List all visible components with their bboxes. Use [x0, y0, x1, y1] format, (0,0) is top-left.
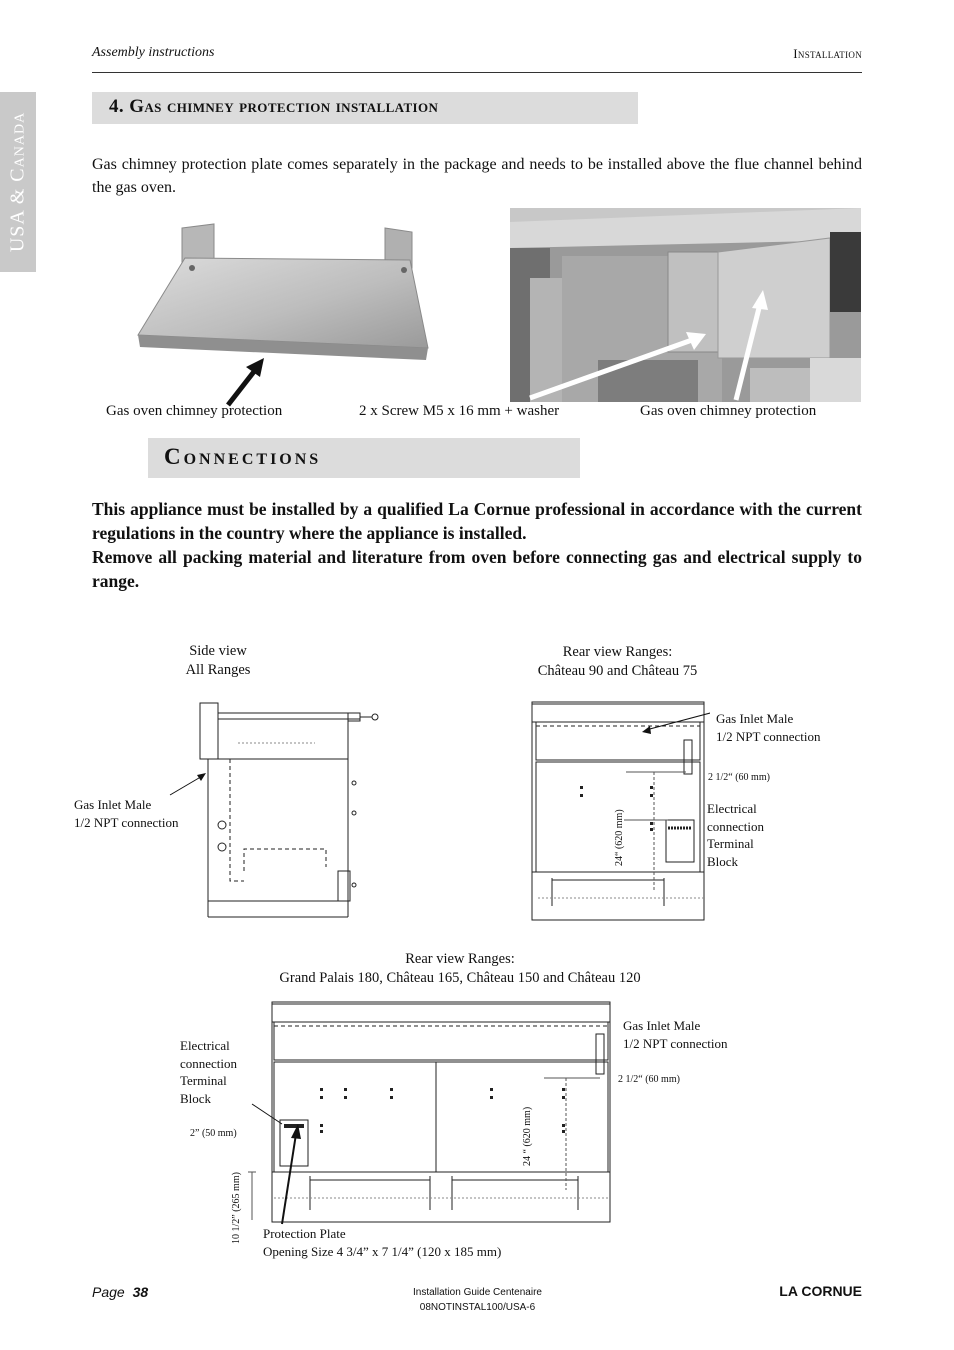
side-tab-label: USA & Canada — [6, 111, 29, 253]
rear-large-electrical-label: Electrical connection Terminal Block — [180, 1038, 238, 1106]
rear-large-dim-265: 10 1/2” (265 mm) — [231, 1172, 242, 1244]
rear-small-dim-60: 2 1/2“ (60 mm) — [708, 772, 770, 783]
photo-chimney-plate — [110, 210, 440, 400]
section-heading-bar — [92, 92, 638, 124]
footer-brand: LA CORNUE — [779, 1283, 862, 1299]
rear-small-dim-620: 24“ (620 mm) — [614, 809, 625, 866]
footer-page — [92, 1284, 148, 1300]
caption-screw: 2 x Screw M5 x 16 mm + washer — [359, 403, 560, 419]
warning-installation: This appliance must be installed by a qualified La Cornue professional in accordance with the current regulations in the country where the appliance is installed. — [92, 499, 862, 543]
warning-block — [92, 497, 862, 593]
caption-plate: Gas oven chimney protection — [106, 403, 283, 419]
side-view-gas-label: Gas Inlet Male 1/2 NPT connection — [74, 797, 179, 830]
footer-guide: Installation Guide Centenaire 08NOTINSTAL100/USA-6 — [413, 1287, 542, 1313]
intro-paragraph: Gas chimney protection plate comes separately in the package and needs to be installed above the flue channel behind the gas oven. — [92, 156, 862, 196]
arrow-icon — [510, 280, 861, 404]
header-left-text: Assembly instructions — [92, 45, 215, 60]
footer-page-number: 38 — [132, 1284, 149, 1300]
header-rule — [92, 72, 862, 73]
header-right-text: Installation — [793, 46, 862, 61]
rear-large-dim-50: 2” (50 mm) — [190, 1128, 237, 1139]
rear-large-gas-label: Gas Inlet Male 1/2 NPT connection — [623, 1018, 728, 1051]
rear-large-diagram — [244, 1000, 616, 1226]
rear-large-dim-620: 24 “ (620 mm) — [522, 1106, 533, 1166]
warning-packing: Remove all packing material and literature from oven before connecting gas and electrical supply to range. — [92, 547, 862, 591]
rear-small-gas-label: Gas Inlet Male 1/2 NPT connection — [716, 711, 821, 744]
region-side-tab — [0, 92, 36, 272]
rear-small-title: Rear view Ranges: Château 90 and Château 75 — [537, 644, 698, 679]
section-title-chimney: 4. Gas chimney protection installation — [109, 96, 439, 117]
footer-page-label: Page — [92, 1284, 125, 1300]
section-heading-bar — [148, 438, 580, 478]
side-view-diagram — [150, 695, 390, 925]
side-view-title: Side view All Ranges — [185, 643, 251, 678]
caption-installed: Gas oven chimney protection — [640, 403, 817, 419]
rear-small-electrical-label: Electrical connection Terminal Block — [707, 801, 765, 869]
section-title-connections: Connections — [164, 444, 322, 469]
rear-large-title: Rear view Ranges: Grand Palais 180, Château 165, Château 150 and Château 120 — [279, 951, 641, 986]
rear-large-dim-60: 2 1/2“ (60 mm) — [618, 1074, 680, 1085]
arrow-icon — [220, 355, 270, 410]
rear-small-diagram — [528, 700, 710, 925]
rear-large-plate-label: Protection Plate Opening Size 4 3/4” x 7 1/4” (120 x 185 mm) — [263, 1226, 502, 1259]
